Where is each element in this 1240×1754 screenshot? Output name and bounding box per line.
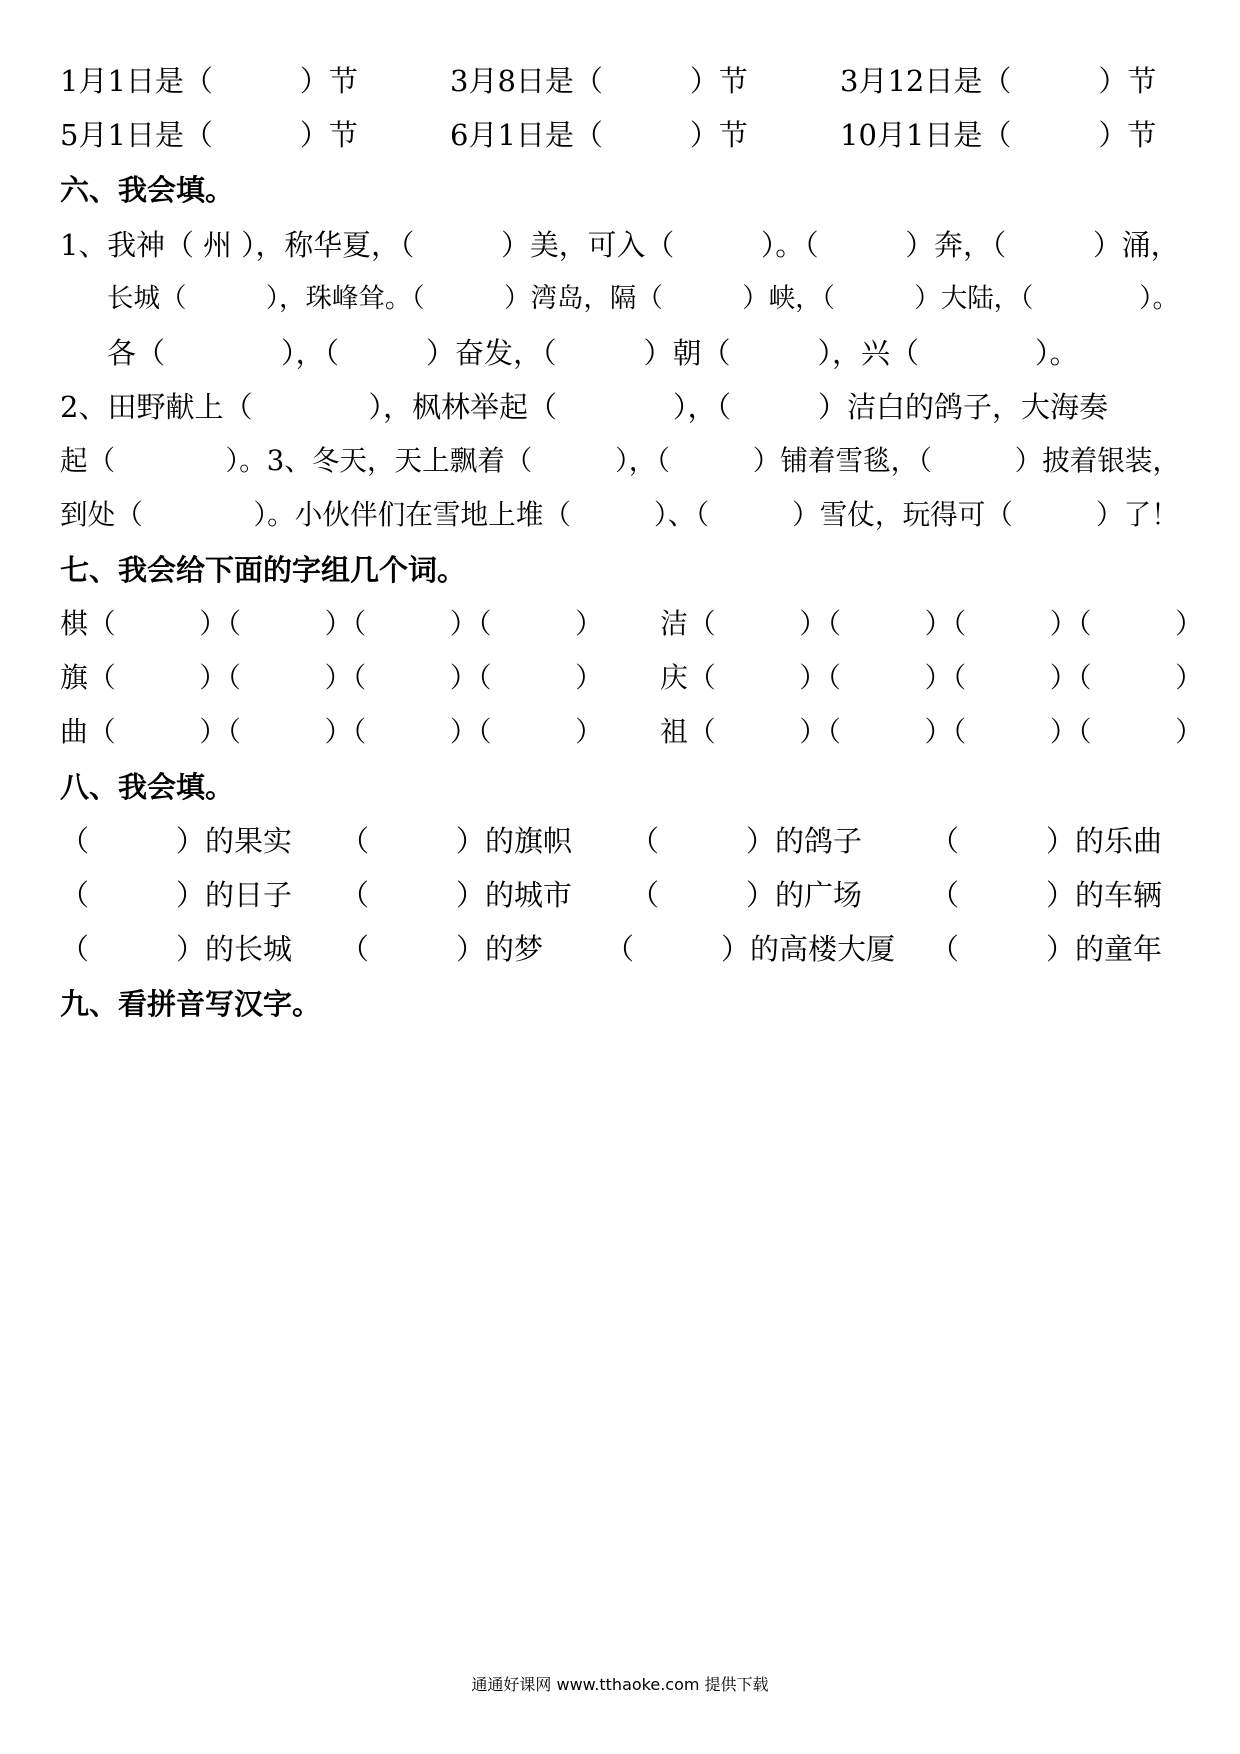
word-group-row xyxy=(60,706,1203,758)
festival-item: 3月8日是（ ）节 xyxy=(450,64,748,98)
fill-phrase-item: （ ）的广场 xyxy=(630,878,863,912)
section-8-title: 八、我会填。 xyxy=(60,770,235,804)
word-group-item: 祖（ ）（ ）（ ）（ ） xyxy=(660,715,1203,748)
section-6-q2-line-3: 到处（ ）。小伙伴们在雪地上堆（ ）、（ ）雪仗，玩得可（ ）了！ xyxy=(60,498,1179,531)
fill-phrase-item: （ ）的果实 xyxy=(60,824,293,858)
fill-phrase-item: （ ）的鸽子 xyxy=(630,824,863,858)
section-6-q1-line-2: 长城（ ），珠峰耸。（ ）湾岛，隔（ ）峡，（ ）大陆，（ ）。 xyxy=(107,283,1179,314)
fill-phrase-item: （ ）的高楼大厦 xyxy=(605,932,896,966)
festival-item: 6月1日是（ ）节 xyxy=(450,118,748,152)
festival-item: 3月12日是（ ）节 xyxy=(840,64,1157,98)
fill-phrase-item: （ ）的城市 xyxy=(340,878,573,912)
fill-phrase-item: （ ）的长城 xyxy=(60,932,293,966)
fill-phrase-row xyxy=(60,869,1180,921)
word-group-item: 曲（ ）（ ）（ ）（ ） xyxy=(60,715,603,748)
fill-phrase-item: （ ）的车辆 xyxy=(930,878,1163,912)
word-group-item: 棋（ ）（ ）（ ）（ ） xyxy=(60,607,603,640)
fill-phrase-item: （ ）的乐曲 xyxy=(930,824,1163,858)
footer: 通通好课网 www.tthaoke.com 提供下载 xyxy=(471,1675,769,1694)
festival-row-1 xyxy=(60,55,1180,107)
word-group-item: 洁（ ）（ ）（ ）（ ） xyxy=(660,607,1203,640)
fill-phrase-item: （ ）的旗帜 xyxy=(340,824,573,858)
fill-phrase-item: （ ）的童年 xyxy=(930,932,1163,966)
section-7-title: 七、我会给下面的字组几个词。 xyxy=(60,553,467,587)
section-6-q2-line-2: 起（ ）。3、冬天，天上飘着（ ），（ ）铺着雪毯，（ ）披着银装， xyxy=(60,444,1181,477)
fill-phrase-item: （ ）的日子 xyxy=(60,878,293,912)
fill-phrase-row xyxy=(60,815,1180,867)
section-6-q1-line-1: 1、我神（ 州 ），称华夏，（ ）美，可入（ ）。（ ）奔，（ ）涌， xyxy=(60,228,1180,262)
festival-item: 5月1日是（ ）节 xyxy=(60,118,358,152)
word-group-item: 庆（ ）（ ）（ ）（ ） xyxy=(660,661,1203,694)
section-6-q1-line-3: 各（ ），（ ）奋发，（ ）朝（ ），兴（ ）。 xyxy=(107,336,1079,370)
word-group-item: 旗（ ）（ ）（ ）（ ） xyxy=(60,661,603,694)
fill-phrase-row xyxy=(60,923,1180,975)
word-group-row xyxy=(60,598,1203,650)
word-group-row xyxy=(60,652,1203,704)
section-9-title: 九、看拼音写汉字。 xyxy=(60,987,322,1021)
festival-item: 10月1日是（ ）节 xyxy=(840,118,1157,152)
section-6-title: 六、我会填。 xyxy=(60,173,235,207)
festival-item: 1月1日是（ ）节 xyxy=(60,64,358,98)
festival-row-2 xyxy=(60,109,1180,161)
section-6-q2-line-1: 2、田野献上（ ），枫林举起（ ），（ ）洁白的鸽子，大海奏 xyxy=(60,390,1108,424)
fill-phrase-item: （ ）的梦 xyxy=(340,932,544,966)
